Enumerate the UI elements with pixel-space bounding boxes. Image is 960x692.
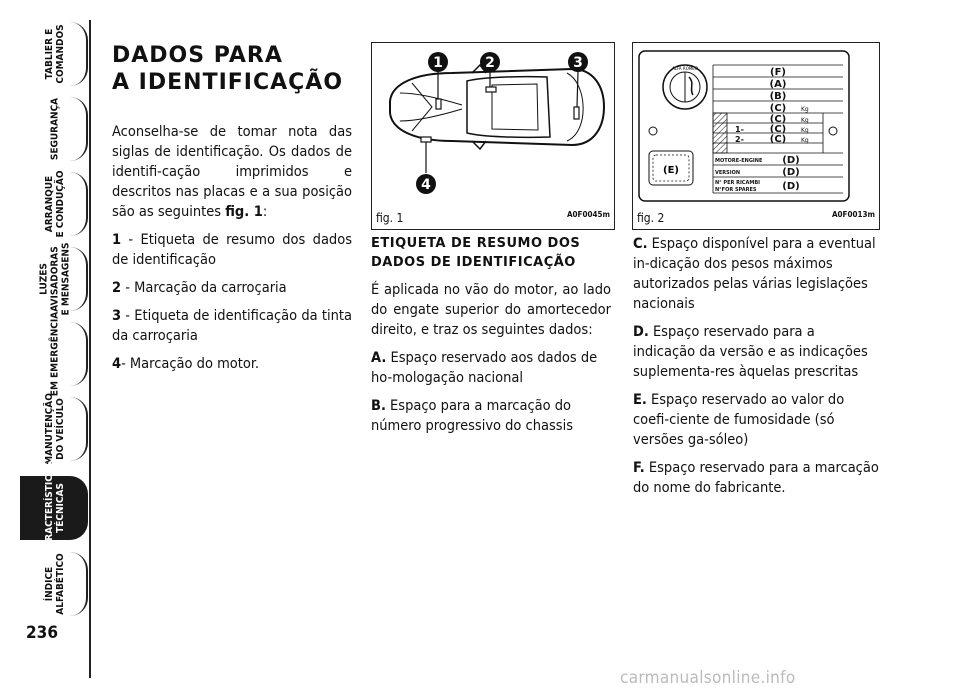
list-item: D. Espaço reservado para a indicação da versão e as indicações suplementa-res àquelas prescritas: [633, 324, 868, 380]
list-item: 2 - Marcação da carroçaria: [112, 280, 287, 296]
intro-column: [112, 122, 352, 382]
section-heading: ETIQUETA DE RESUMO DOS DADOS DE IDENTIFICAÇÃO: [371, 236, 581, 270]
svg-text:MOTORE-ENGINE: MOTORE-ENGINE: [715, 158, 763, 164]
margin-rule: [89, 20, 91, 678]
svg-text:Kg: Kg: [801, 117, 809, 124]
svg-text:ALFA ROMEO: ALFA ROMEO: [672, 66, 698, 71]
list-item: B. Espaço para a marcação do número progressivo do chassis: [371, 398, 574, 434]
summary-label-column: [371, 234, 611, 444]
svg-text:4: 4: [421, 177, 431, 193]
section-tabs: [0, 0, 92, 692]
svg-text:(A): (A): [769, 79, 787, 90]
list-item: 3 - Etiqueta de identificação da tinta da carroçaria: [112, 308, 352, 344]
intro-paragraph: Aconselha-se de tomar nota das siglas de identificação. Os dados de identifi-cação imprimidos e descritos nas placas e a sua posição são as seguintes fig. 1:: [112, 124, 352, 220]
marker-1: [428, 52, 448, 72]
car-top-view-illustration: [372, 43, 614, 229]
list-item: F. Espaço reservado para a marcação do nome do fabricante.: [633, 460, 879, 496]
marker-2: [480, 52, 500, 72]
svg-text:(C): (C): [769, 103, 787, 114]
svg-text:2-: 2-: [735, 135, 744, 144]
id-plate-illustration: [633, 43, 879, 229]
list-item: 4- Marcação do motor.: [112, 356, 260, 372]
svg-text:3: 3: [573, 55, 583, 71]
svg-text:1: 1: [433, 55, 443, 71]
svg-text:(F): (F): [770, 67, 786, 78]
figure-1-label: fig. 1: [376, 211, 404, 225]
tab-caracteristicas-tecnicas[interactable]: CARACTERÍSTICAS TÉCNICAS: [20, 476, 90, 540]
svg-text:N°FOR SPARES: N°FOR SPARES: [715, 187, 757, 193]
tab-indice-alfabetico[interactable]: ÍNDICE ALFABÉTICO: [20, 552, 90, 616]
svg-text:(C): (C): [769, 124, 787, 135]
svg-text:2: 2: [485, 55, 495, 71]
tab-manutencao[interactable]: MANUTENÇÃO DO VEÍCULO: [20, 397, 90, 461]
list-item: E. Espaço reservado ao valor do coefi-ciente de fumosidade (só versões ga-sóleo): [633, 392, 845, 448]
watermark: carmanualsonline.info: [620, 668, 796, 688]
figure-2-label: fig. 2: [637, 211, 665, 225]
svg-text:(C): (C): [769, 114, 787, 125]
svg-text:VERSION: VERSION: [715, 170, 741, 176]
marker-4: [416, 174, 436, 194]
fig1-reference: fig. 1: [225, 204, 263, 220]
svg-text:1-: 1-: [735, 125, 744, 134]
title-line-1: DADOS PARA: [112, 43, 283, 68]
svg-text:(D): (D): [782, 181, 800, 192]
list-item: A. Espaço reservado aos dados de ho-mologação nacional: [371, 350, 598, 386]
svg-text:Kg: Kg: [801, 127, 809, 134]
svg-text:(E): (E): [663, 165, 679, 176]
figure-1-car-top-view: [371, 42, 615, 230]
list-item: C. Espaço disponível para a eventual in-dicação dos pesos máximos autorizados pelas várias legislações nacionais: [633, 236, 876, 312]
figure-2-id-plate: [632, 42, 880, 230]
tab-em-emergencia[interactable]: EM EMERGÊNCIA: [20, 322, 90, 386]
page-title: [112, 42, 343, 96]
figure-2-code: A0F0013m: [831, 210, 875, 219]
figure-1-code: A0F0045m: [566, 210, 610, 219]
summary-paragraph: É aplicada no vão do motor, ao lado do engate superior do amortecedor direito, e traz os seguintes dados:: [371, 282, 611, 338]
svg-text:N° PER RICAMBI: N° PER RICAMBI: [715, 180, 760, 186]
tab-arranque-conducao[interactable]: ARRANQUE E CONDUÇÃO: [20, 172, 90, 236]
svg-text:(B): (B): [769, 91, 787, 102]
svg-text:(D): (D): [782, 155, 800, 166]
svg-text:Kg: Kg: [801, 137, 809, 144]
svg-text:(C): (C): [769, 134, 787, 145]
page-number: 236: [26, 623, 58, 643]
svg-text:Kg: Kg: [801, 106, 809, 113]
tab-tablier-comandos[interactable]: TABLIER E COMANDOS: [20, 22, 90, 86]
title-line-2: A IDENTIFICAÇÃO: [112, 70, 344, 95]
marker-3: [568, 52, 588, 72]
list-item: 1 - Etiqueta de resumo dos dados de identificação: [112, 232, 352, 268]
svg-text:(D): (D): [782, 167, 800, 178]
plate-fields-column: [633, 234, 879, 506]
tab-seguranca[interactable]: SEGURANÇA: [20, 97, 90, 161]
tab-luzes-avisadoras[interactable]: LUZES AVISADORAS E MENSAGENS: [20, 247, 90, 311]
